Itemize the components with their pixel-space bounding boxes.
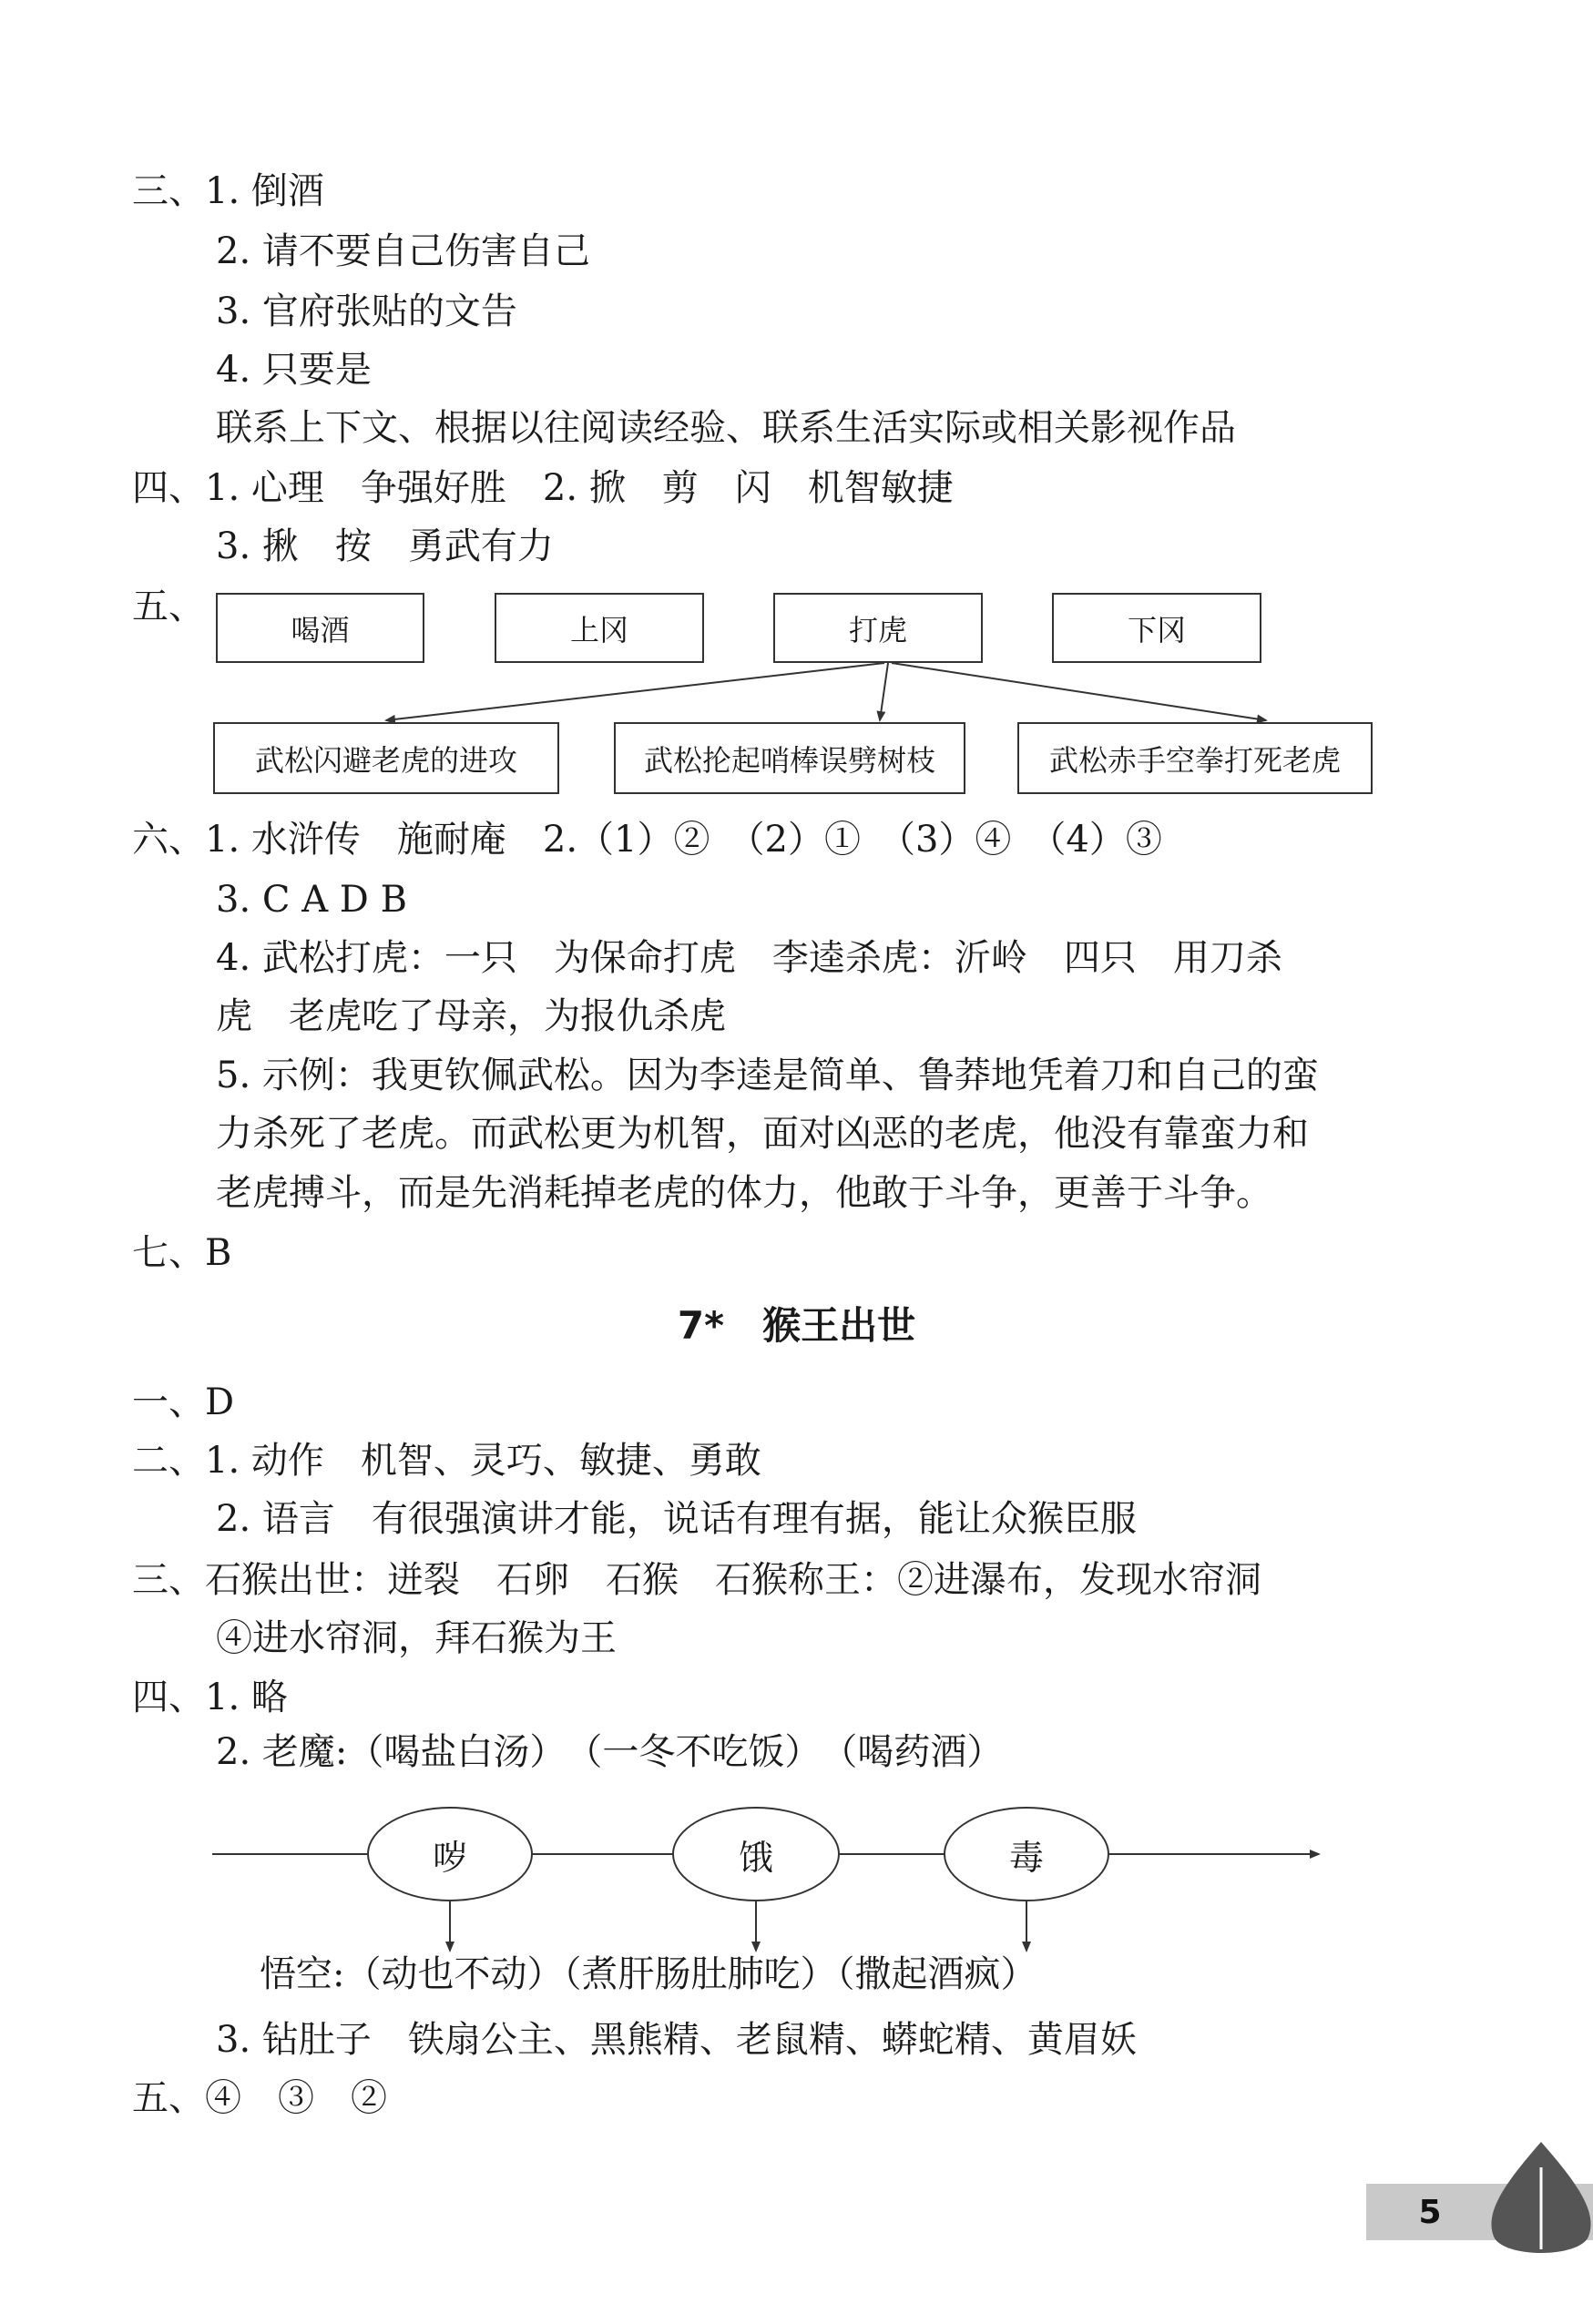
ellipse-poison: 毒 bbox=[944, 1807, 1109, 1901]
ellipse-retch: 哕 bbox=[367, 1807, 533, 1901]
b2-line1: 二、1. 动作 机智、灵巧、敏捷、勇敢 bbox=[132, 1440, 761, 1482]
sec6-line6: 力杀死了老虎。而武松更为机智，面对凶恶的老虎，他没有靠蛮力和 bbox=[216, 1113, 1309, 1155]
page-number: 5 bbox=[1418, 2193, 1442, 2231]
sec6-line7: 老虎搏斗，而是先消耗掉老虎的体力，他敢于斗争，更善于斗争。 bbox=[216, 1172, 1272, 1214]
sec4-line2: 3. 揪 按 勇武有力 bbox=[216, 525, 554, 567]
top-box-drinking: 喝酒 bbox=[216, 593, 424, 663]
bottom-box-club: 武松抡起哨棒误劈树枝 bbox=[614, 722, 965, 794]
b2-line2: 2. 语言 有很强演讲才能，说话有理有据，能让众猴臣服 bbox=[216, 1498, 1137, 1540]
b3-line1: 三、石猴出世：迸裂 石卵 石猴 石猴称王：②进瀑布，发现水帘洞 bbox=[132, 1559, 1261, 1601]
sec3-line1: 三、1. 倒酒 bbox=[132, 170, 324, 212]
sec5-label: 五、 bbox=[132, 586, 205, 627]
sec6-line1: 六、1. 水浒传 施耐庵 2.（1）② （2）① （3）④ （4）③ bbox=[132, 819, 1162, 861]
sec6-line3: 4. 武松打虎：一只 为保命打虎 李逵杀虎：沂岭 四只 用刀杀 bbox=[216, 937, 1282, 979]
sec6-line4: 虎 老虎吃了母亲，为报仇杀虎 bbox=[216, 995, 726, 1037]
sec4-line1: 四、1. 心理 争强好胜 2. 掀 剪 闪 机智敏捷 bbox=[132, 467, 954, 509]
bottom-box-dodge: 武松闪避老虎的进攻 bbox=[213, 722, 559, 794]
sec3-line2: 2. 请不要自己伤害自己 bbox=[216, 230, 590, 272]
bottom-box-bare-hand: 武松赤手空拳打死老虎 bbox=[1017, 722, 1373, 794]
ellipse-hunger: 饿 bbox=[672, 1807, 840, 1901]
sec3-line4: 4. 只要是 bbox=[216, 349, 372, 391]
top-box-fight-tiger: 打虎 bbox=[773, 593, 983, 663]
sec6-line5: 5. 示例：我更钦佩武松。因为李逵是简单、鲁莽地凭着刀和自己的蛮 bbox=[216, 1055, 1319, 1096]
b4-line3: 悟空:（动也不动）（煮肝肠肚肺吃）（撒起酒疯） bbox=[260, 1953, 1037, 1995]
top-box-down-ridge: 下冈 bbox=[1052, 593, 1261, 663]
sec3-line3: 3. 官府张贴的文告 bbox=[216, 290, 517, 332]
b1-line1: 一、D bbox=[132, 1381, 235, 1423]
top-box-up-ridge: 上冈 bbox=[495, 593, 704, 663]
sec6-line2: 3. C A D B bbox=[216, 879, 407, 921]
lesson-title: 7* 猴王出世 bbox=[677, 1303, 916, 1348]
b4-line2: 2. 老魔:（喝盐白汤） （一冬不吃饭） （喝药酒） bbox=[216, 1731, 1004, 1773]
b3-line2: ④进水帘洞，拜石猴为王 bbox=[216, 1617, 617, 1659]
b4-line1: 四、1. 略 bbox=[132, 1677, 288, 1718]
sec3-line5: 联系上下文、根据以往阅读经验、联系生活实际或相关影视作品 bbox=[216, 407, 1236, 449]
b4-line4: 3. 钻肚子 铁扇公主、黑熊精、老鼠精、蟒蛇精、黄眉妖 bbox=[216, 2019, 1137, 2061]
sec7-line1: 七、B bbox=[132, 1232, 232, 1274]
b5-line1: 五、④ ③ ② bbox=[132, 2077, 387, 2119]
